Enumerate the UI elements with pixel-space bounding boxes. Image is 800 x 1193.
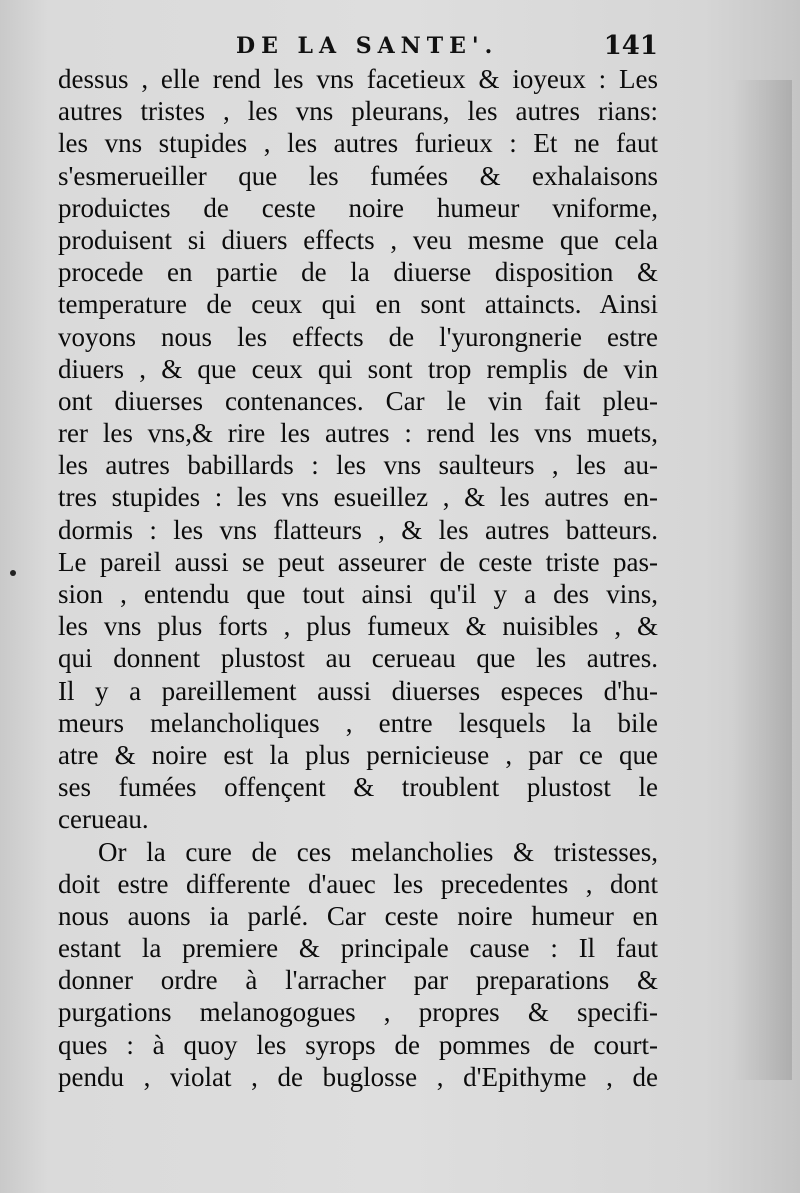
text-line: sion , entendu que tout ainsi qu'il y a des vins, (58, 579, 658, 609)
text-line: produisent si diuers effects , veu mesme que cela (58, 224, 658, 255)
text-line: atre & noire est la plus pernicieuse , par ce que (58, 739, 658, 770)
text-line: Il y a pareillement aussi diuerses especes d'hu- (58, 675, 658, 706)
text-line: purgations melanogogues , propres & specifi- (58, 997, 658, 1028)
text-line: produictes de ceste noire humeur vniforme, (58, 192, 658, 223)
text-line: meurs melancholiques , entre lesquels la bile (58, 707, 658, 738)
text-line: ont diuerses contenances. Car le vin fait pleu- (58, 385, 658, 416)
text-line: s'esmerueiller que les fumées & exhalaisons (58, 160, 658, 191)
text-line: les vns stupides , les autres furieux : Et ne faut (58, 128, 658, 159)
text-line: diuers , & que ceux qui sont trop remplis de vin (58, 353, 658, 384)
text-line: rer les vns,& rire les autres : rend les vns muets, (58, 418, 658, 449)
text-line: tres stupides : les vns esueillez , & les autres en- (58, 482, 658, 513)
text-line: pendu , violat , de buglosse , d'Epithyme , de (58, 1061, 658, 1092)
text-line: doit estre differente d'auec les precedentes , dont (58, 868, 658, 899)
text-line: ques : à quoy les syrops de pommes de court- (58, 1029, 658, 1060)
page-number: 141 (603, 31, 658, 61)
text-line: dessus , elle rend les vns facetieux & ioyeux : Les (58, 64, 658, 94)
page-header (60, 28, 660, 68)
text-line: voyons nous les effects de l'yurongnerie estre (58, 321, 658, 352)
text-line: les vns plus forts , plus fumeux & nuisibles , & (58, 611, 658, 642)
text-line: les autres babillards : les vns saulteurs , les au- (58, 450, 658, 481)
text-line: ses fumées offençent & troublent plustost le (58, 772, 658, 803)
body-text (58, 63, 658, 1093)
text-line: Le pareil aussi se peut asseurer de ceste triste pas- (58, 546, 658, 577)
text-line: qui donnent plustost au cerueau que les autres. (58, 643, 658, 674)
text-line: Or la cure de ces melancholies & tristesses, (98, 836, 658, 867)
margin-mark (10, 570, 16, 576)
text-line: procede en partie de la diuerse disposition & (58, 257, 658, 288)
text-line: donner ordre à l'arracher par preparations & (58, 965, 658, 996)
text-line: autres tristes , les vns pleurans, les autres rians: (58, 96, 658, 127)
show-through-shadow (732, 80, 792, 1080)
text-line: nous auons ia parlé. Car ceste noire humeur en (58, 900, 658, 931)
text-line: estant la premiere & principale cause : Il faut (58, 933, 658, 964)
running-head: DE LA SANTE'. (236, 33, 499, 59)
text-line: dormis : les vns flatteurs , & les autres batteurs. (58, 514, 658, 545)
text-line: temperature de ceux qui en sont attaincts. Ainsi (58, 289, 658, 320)
text-line: cerueau. (58, 804, 149, 835)
